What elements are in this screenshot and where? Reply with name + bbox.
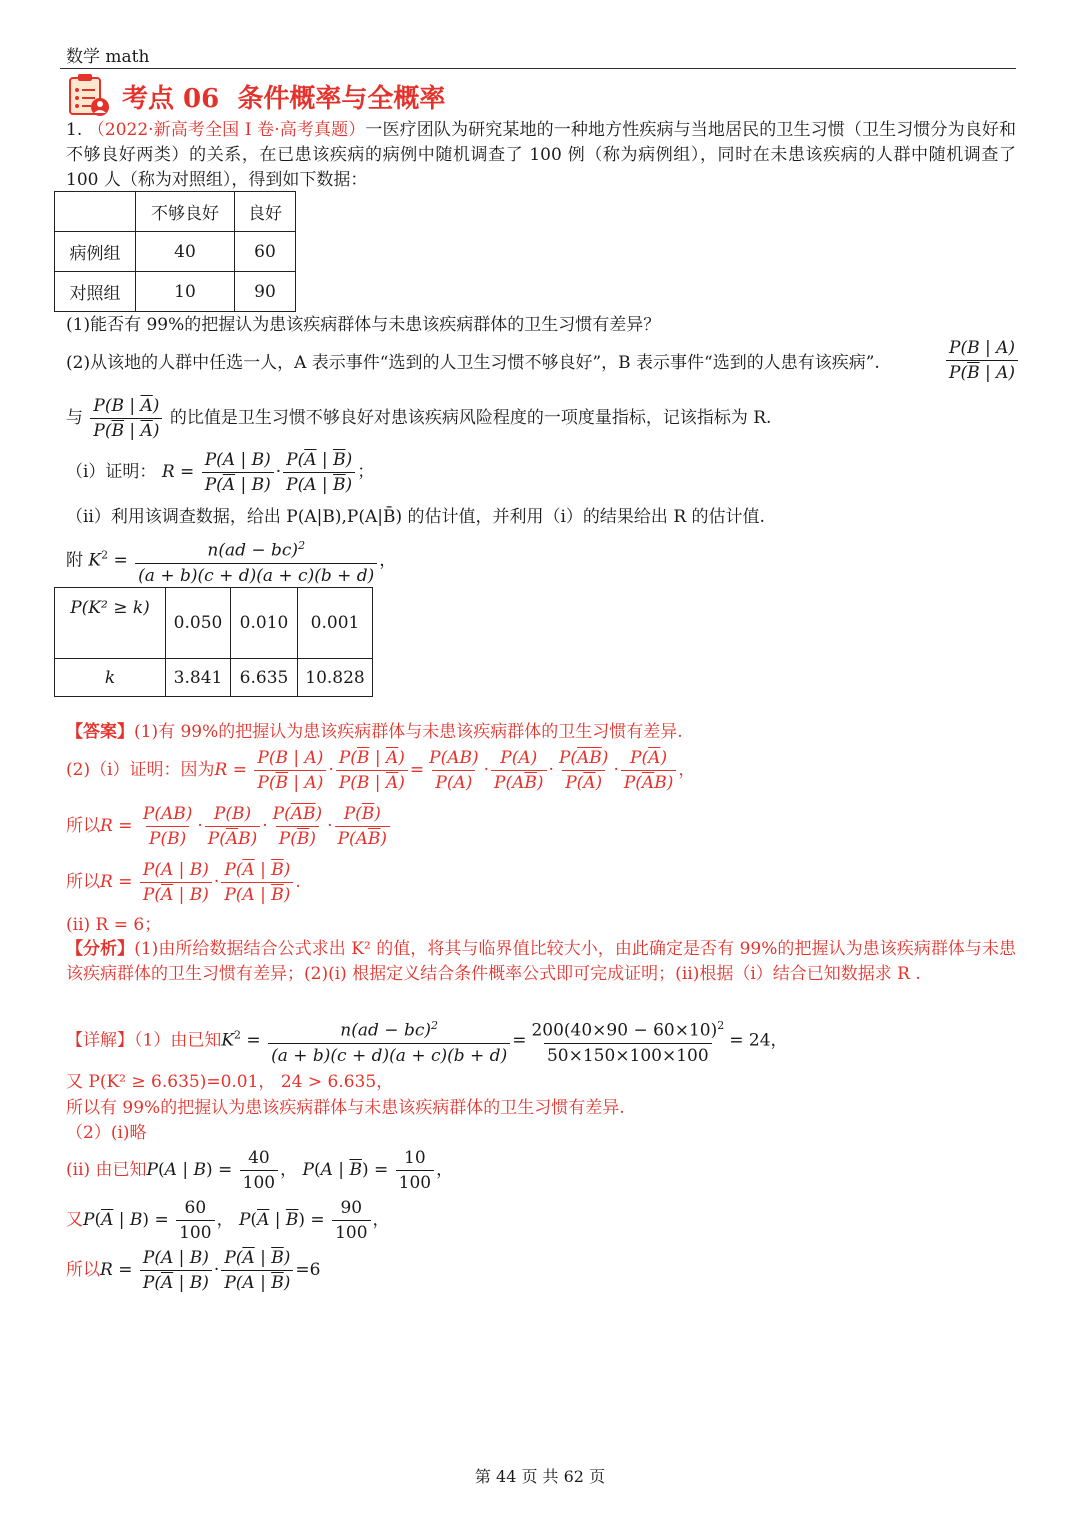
table-cell: 0.001 [298, 588, 373, 659]
header-subject: 数学 math [66, 47, 150, 67]
question-1: (1)能否有 99%的把握认为患该疾病群体与未患该疾病群体的卫生习惯有差异？ [66, 315, 661, 335]
appendix-formula: 附 $K^2$ = $\frac{n(ad - bc)^2}{(a + b)(c + d)(a + c)(b + d)}$ ， [66, 539, 397, 586]
table-row [55, 272, 296, 312]
critical-value-table [54, 587, 373, 697]
table-cell: 3.841 [166, 659, 231, 697]
table-row [55, 659, 373, 697]
detail-1: 【详解】（1）由已知$K^2$ = $\frac{n(ad - bc)^2}{(a + b)(c + d)(a + c)(b + d)}$ = $\frac{200(40\times 90 - 60\times 10)^2}{50\times 150\times 100\times 100}$ = 24， [66, 1019, 788, 1066]
problem-source: （2022·新高考全国 I 卷·高考真题） [87, 120, 366, 140]
answer-1: 【答案】(1)有 99%的把握认为患该疾病群体与未患该疾病群体的卫生习惯有差异. [66, 722, 683, 742]
problem-statement [66, 118, 1016, 193]
question-2-cont: 与 $\frac{P(B | \overline{A})}{P(\overline{B} | \overline{A})}$ 的比值是卫生习惯不够良好对患该疾病风险程度的一项度量指标，记该指标为 R. [66, 396, 772, 441]
detail-7: 所以R = $\frac{P(A | B)}{P(\overline{A} | B)}$ · $\frac{P(\overline{A} | \overline{B})}{P(A | \overline{B})}$ =6 [66, 1248, 321, 1293]
section-title: 考点 06 条件概率与全概率 [122, 84, 446, 114]
question-2ii: （ⅱ）利用该调查数据，给出 P(A|B),P(A|B̄) 的估计值，并利用（ⅰ）的结果给出 R 的估计值. [66, 507, 765, 527]
answer-2ii: (ii) R = 6； [66, 915, 162, 935]
table-cell: 40 [136, 232, 235, 272]
table-cell: 60 [235, 232, 296, 272]
table-cell: 10 [136, 272, 235, 312]
problem-number: 1. [66, 120, 83, 140]
table-cell: 90 [235, 272, 296, 312]
page-number: 第 44 页 共 62 页 [474, 1467, 606, 1486]
table-cell: 对照组 [55, 272, 136, 312]
clipboard-icon [66, 72, 112, 118]
detail-5: (ii) 由已知P(A | B) = $\frac{40}{100}$ ， P(A | $\overline{B}$) = $\frac{10}{100}$ ， [66, 1148, 454, 1193]
table-header-cell: k [55, 659, 166, 697]
answer-2-step2: 所以R = $\frac{P(AB)}{P(B)}$ · $\frac{P(B)}{P(\overline{A}B)}$ · $\frac{P(\overline{AB})}{P(\overline{B})}$ · $\frac{P(\overline{B})}{P(A\overline{B})}$ [66, 802, 392, 851]
fraction-pba-pbbar: $\frac{P(B | A)}{P(\overline{B} | A)}$ [944, 336, 1020, 385]
table-cell: 0.010 [231, 588, 298, 659]
table-cell: 0.050 [166, 588, 231, 659]
table-header-cell [55, 192, 136, 232]
table-header-cell: 不够良好 [136, 192, 235, 232]
answer-2-step3: 所以R = $\frac{P(A | B)}{P(\overline{A} | B)}$ · $\frac{P(\overline{A} | \overline{B})}{P(A | \overline{B})}$ . [66, 860, 301, 905]
table-cell: 10.828 [298, 659, 373, 697]
table-header-cell: P(K² ≥ k) [55, 588, 166, 659]
header-rule [60, 68, 1016, 69]
table-cell: 6.635 [231, 659, 298, 697]
table-header-cell: 良好 [235, 192, 296, 232]
question-2: (2)从该地的人群中任选一人，A 表示事件“选到的人卫生习惯不够良好”，B 表示事件“选到的人患有该疾病”. [66, 353, 880, 373]
detail-6: 又$P(\overline{A}$ | B) = $\frac{60}{100}$ ， $P(\overline{A}$ | $\overline{B}$) = $\frac{90}{100}$ ， [66, 1198, 390, 1243]
answer-2-proof: (2)（i）证明：因为R = $\frac{P(B | A)}{P(\overline{B} | A)}$ · $\frac{P(\overline{B} | \overline{A})}{P(B | \overline{A})}$ = $\frac{P(AB)}{P(A)}$ · $\frac{P(A)}{P(A\overline{B})}$ · $\frac{P(\overline{AB})}{P(\overline{A})}$ · $\frac{P(\overline{A})}{P(\overline{A}B)}$ ， [66, 748, 696, 793]
problem-text: 一医疗团队为研究某地的一种地方性疾病与当地居民的卫生习惯（卫生习惯分为良好和不够良好两类）的关系，在已患该疾病的病例中随机调查了 100 例（称为病例组），同时在未患该疾病的人群中随机调查了 100 人（称为对照组），得到如下数据： [66, 120, 1017, 190]
table-cell: 病例组 [55, 232, 136, 272]
table-row [55, 232, 296, 272]
question-2i: （ⅰ）证明： R = $\frac{P(A | B)}{P(\overline{A} | B)}$ · $\frac{P(\overline{A} | \overline{B})}{P(A | \overline{B})}$ ； [66, 450, 375, 495]
detail-2: 又 P(K² ≥ 6.635)=0.01， 24 > 6.635， [66, 1072, 394, 1092]
detail-3: 所以有 99%的把握认为患该疾病群体与未患该疾病群体的卫生习惯有差异. [66, 1098, 625, 1118]
analysis: 【分析】(1)由所给数据结合公式求出 K² 的值，将其与临界值比较大小，由此确定是否有 99%的把握认为患该疾病群体与未患该疾病群体的卫生习惯有差异；(2)(i) 根据定义结合条件概率公式即可完成证明；(ii)根据（i）结合已知数据求 R . [66, 939, 1017, 984]
data-table [54, 191, 296, 312]
detail-4: （2）(i)略 [66, 1123, 147, 1143]
